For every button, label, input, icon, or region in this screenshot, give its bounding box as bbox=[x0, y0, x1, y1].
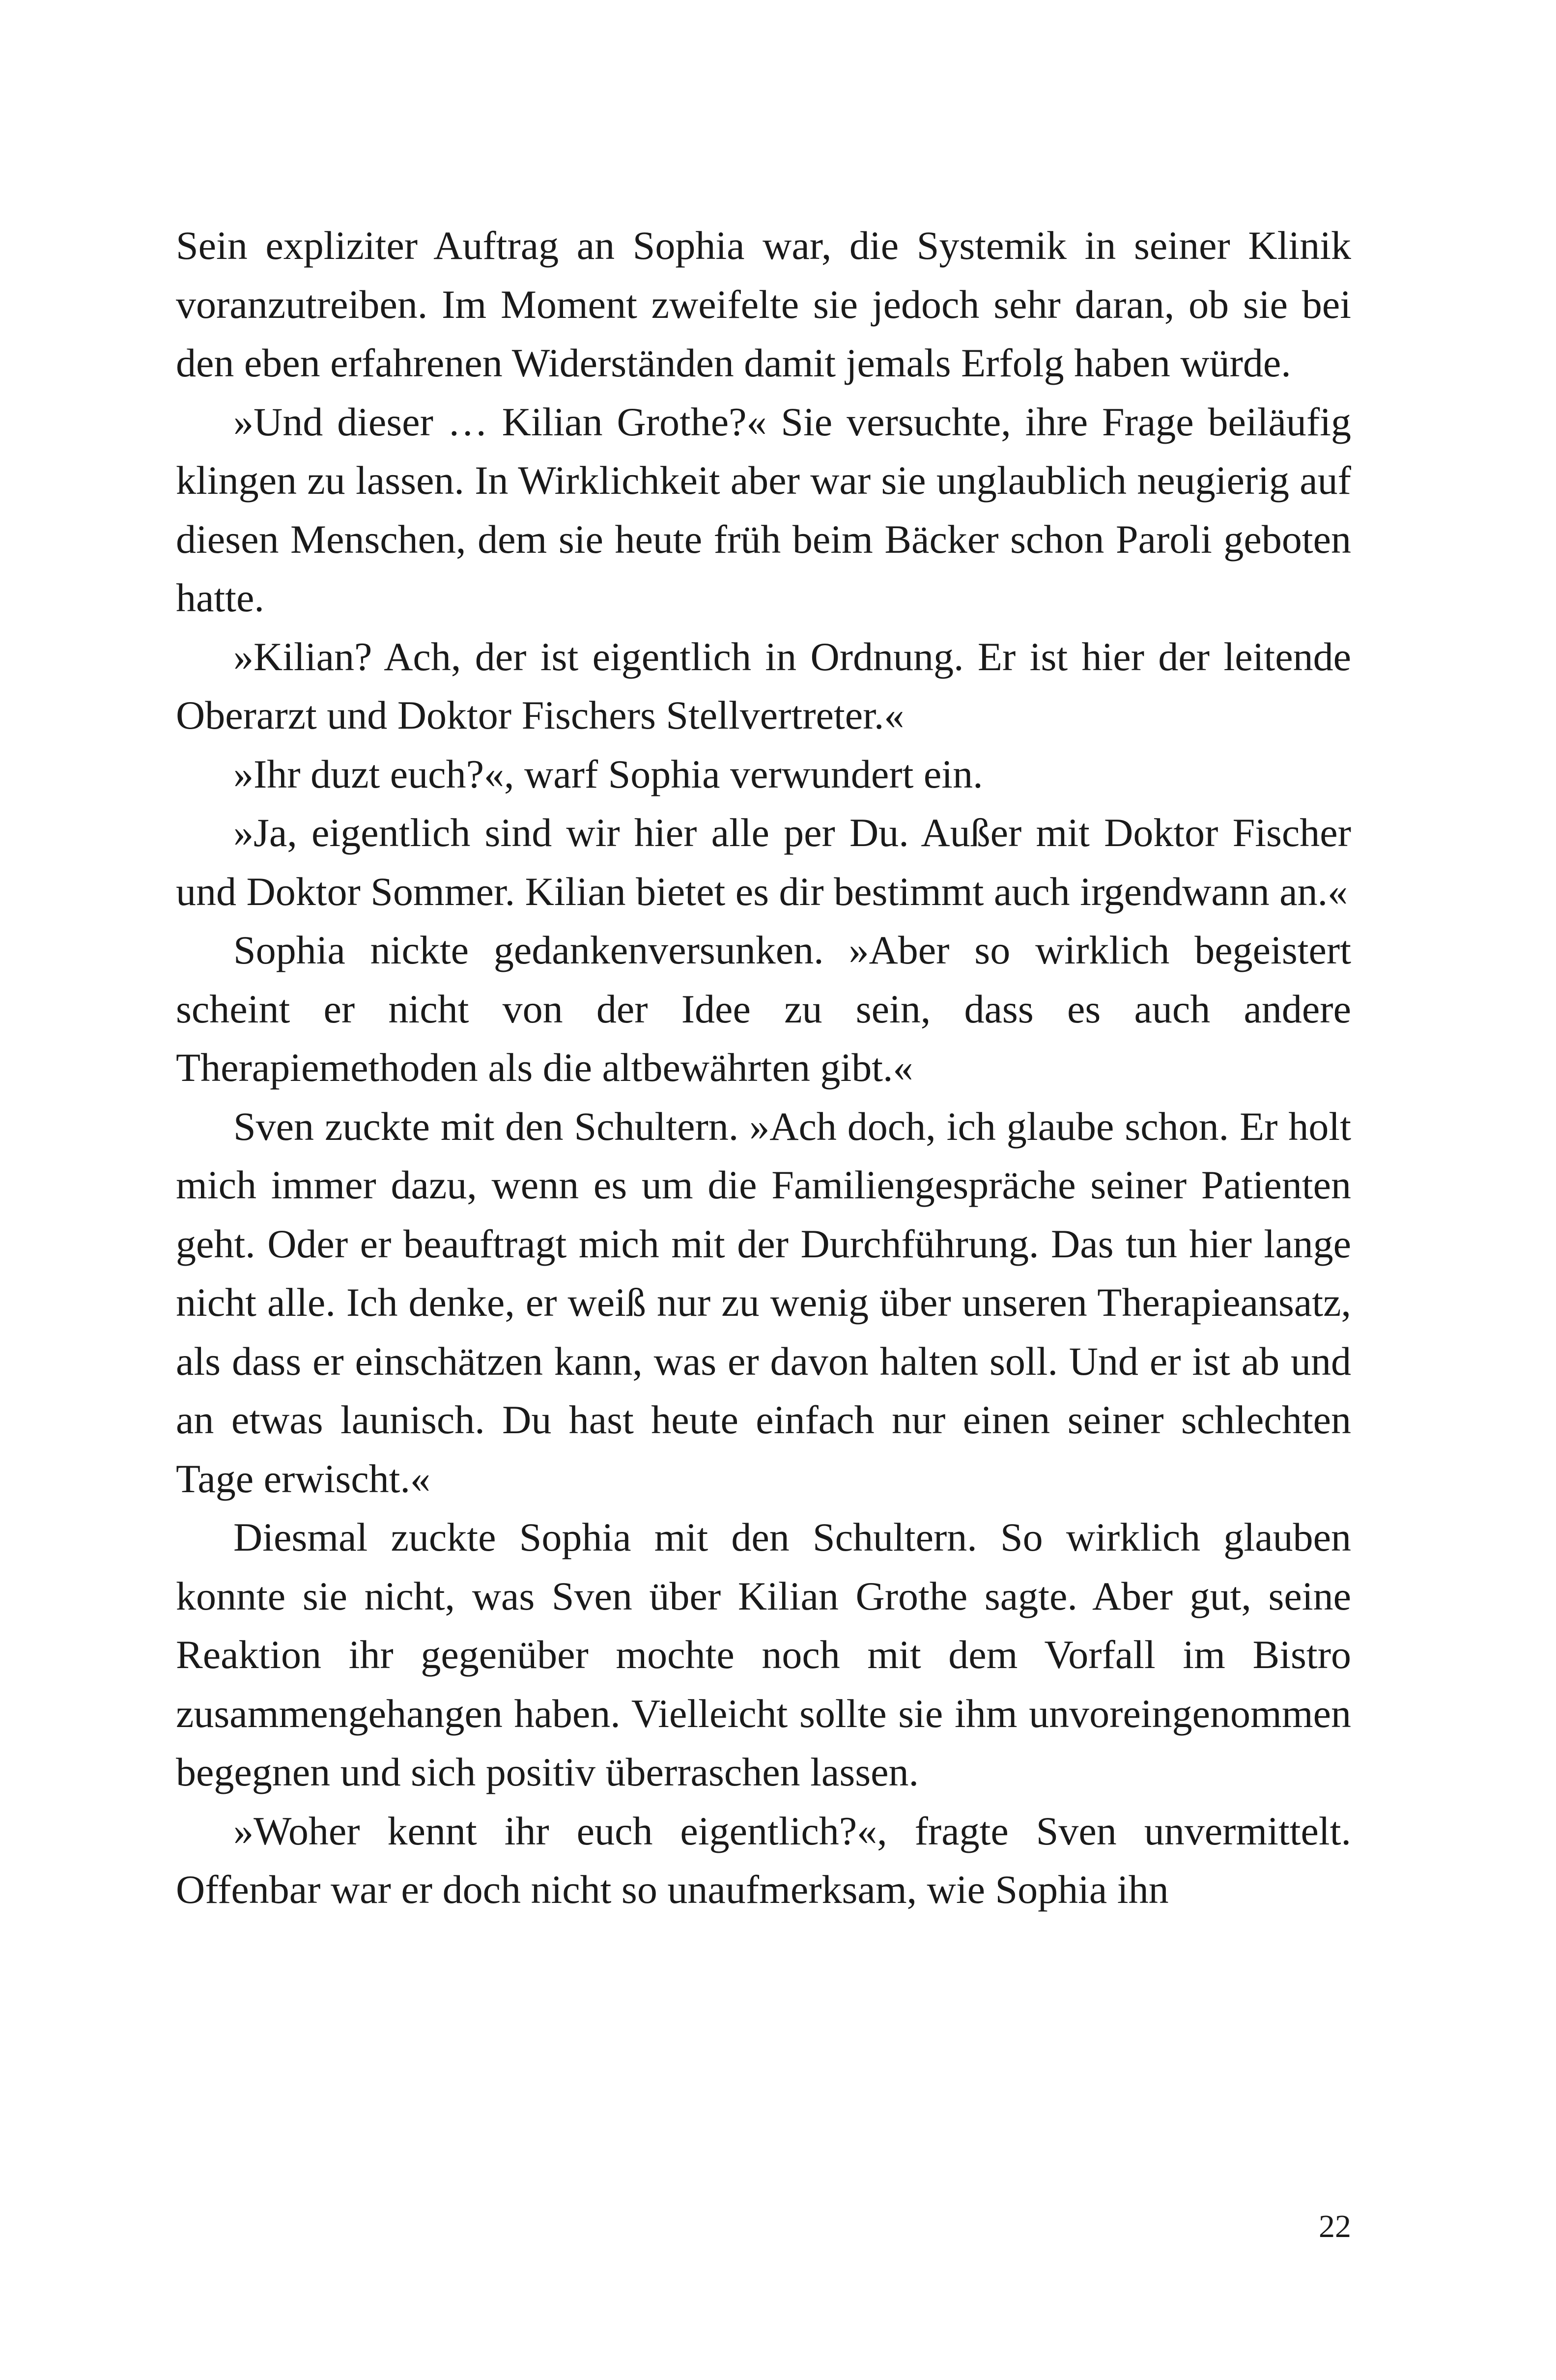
paragraph: Sein expliziter Auftrag an Sophia war, die Systemik in seiner Klinik voranzutreiben. Im Moment zweifelte sie jedoch sehr daran, ob sie bei den eben erfahrenen Widerständen damit jemals Erfolg haben würde. bbox=[176, 223, 1351, 385]
paragraph: Sophia nickte gedankenversunken. »Aber so wirklich begeistert scheint er nicht von der Idee zu sein, dass es auch andere Therapiemethoden als die altbewährten gibt.« bbox=[176, 928, 1351, 1090]
paragraph: »Woher kennt ihr euch eigentlich?«, fragte Sven unvermittelt. Offenbar war er doch nicht so unaufmerksam, wie Sophia ihn bbox=[176, 1808, 1351, 1912]
paragraph: Diesmal zuckte Sophia mit den Schultern. So wirklich glauben konnte sie nicht, was Sven über Kilian Grothe sagte. Aber gut, seine Reaktion ihr gegenüber mochte noch mit dem Vorfall im Bistro zusammengehangen haben. Vielleicht sollte sie ihm unvoreingenommen begegnen und sich positiv überraschen lassen. bbox=[176, 1515, 1351, 1794]
paragraph: »Und dieser … Kilian Grothe?« Sie versuchte, ihre Frage beiläufig klingen zu lassen. In Wirklichkeit aber war sie unglaublich neugierig auf diesen Menschen, dem sie heute früh beim Bäcker schon Paroli geboten hatte. bbox=[176, 399, 1351, 620]
paragraph: »Kilian? Ach, der ist eigentlich in Ordnung. Er ist hier der leitende Oberarzt und Doktor Fischers Stellvertreter.« bbox=[176, 634, 1351, 737]
page-number: 22 bbox=[1319, 2209, 1351, 2244]
paragraph: »Ihr duzt euch?«, warf Sophia verwundert ein. bbox=[233, 751, 983, 796]
body-text bbox=[176, 216, 1351, 1919]
paragraph: »Ja, eigentlich sind wir hier alle per Du. Außer mit Doktor Fischer und Doktor Sommer. Kilian bietet es dir bestimmt auch irgendwann an.« bbox=[176, 810, 1351, 914]
paragraph: Sven zuckte mit den Schultern. »Ach doch, ich glaube schon. Er holt mich immer dazu, wenn es um die Familiengespräche seiner Patienten geht. Oder er beauftragt mich mit der Durchführung. Das tun hier lange nicht alle. Ich denke, er weiß nur zu wenig über unseren Therapieansatz, als dass er einschätzen kann, was er davon halten soll. Und er ist ab und an etwas launisch. Du hast heute einfach nur einen seiner schlechten Tage erwischt.« bbox=[176, 1104, 1351, 1501]
